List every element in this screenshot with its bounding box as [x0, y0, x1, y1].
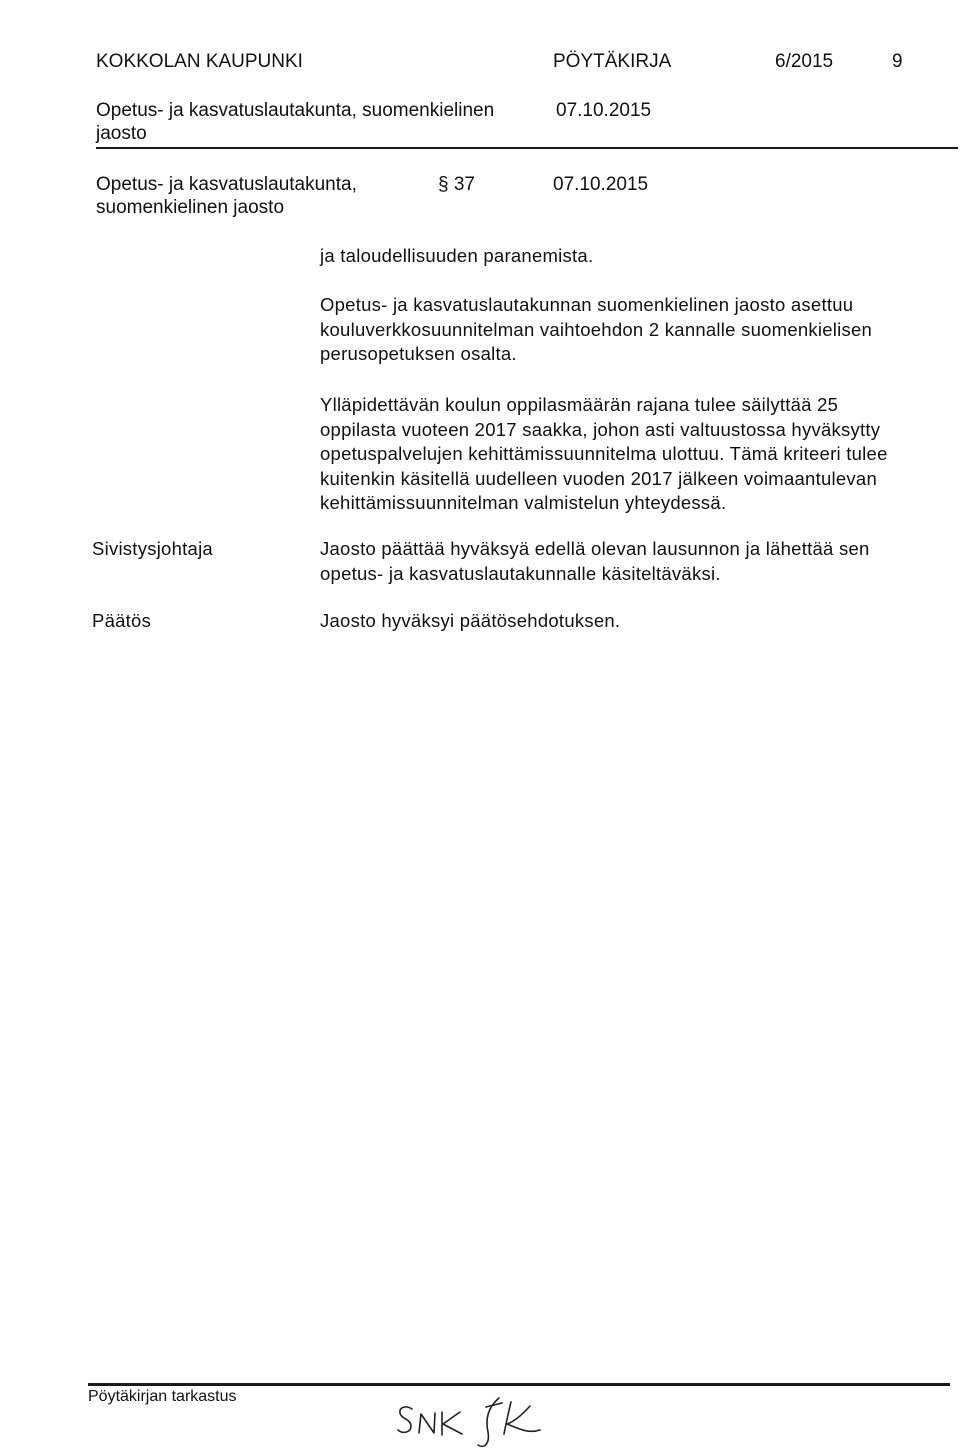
header-body-line2: jaosto — [96, 123, 147, 144]
paragraph-statement — [320, 293, 945, 367]
text-line: Jaosto hyväksyi päätösehdotuksen. — [320, 610, 621, 631]
organization-name: KOKKOLAN KAUPUNKI — [96, 51, 303, 72]
page-number: 9 — [892, 51, 903, 72]
text-line: ja taloudellisuuden paranemista. — [320, 245, 594, 266]
text-line: Ylläpidettävän koulun oppilasmäärän rajana tulee säilyttää 25 — [320, 394, 839, 415]
text-line: oppilasta vuoteen 2017 saakka, johon asti valtuustossa hyväksytty — [320, 418, 881, 440]
proposal-label: Sivistysjohtaja — [92, 538, 213, 559]
meeting-date: 07.10.2015 — [556, 100, 652, 121]
proposal-text — [320, 537, 945, 586]
text-line: opetus- ja kasvatuslautakunnalle käsiteltäväksi. — [320, 562, 721, 584]
header-body-line1: Opetus- ja kasvatuslautakunta, suomenkielinen — [96, 100, 495, 121]
paragraph-number: § 37 — [438, 174, 475, 195]
paragraph-continuation — [320, 244, 945, 269]
section-body-line1: Opetus- ja kasvatuslautakunta, — [96, 174, 357, 195]
decision-label: Päätös — [92, 610, 152, 631]
section-body-line2: suomenkielinen jaosto — [96, 197, 285, 218]
text-line: kouluverkkosuunnitelman vaihtoehdon 2 kannalle suomenkielisen — [320, 318, 873, 340]
review-label: Pöytäkirjan tarkastus — [88, 1388, 237, 1405]
header-divider — [96, 147, 958, 149]
document-type: PÖYTÄKIRJA — [553, 51, 672, 72]
footer-divider — [88, 1383, 950, 1386]
text-line: Jaosto päättää hyväksyä edellä olevan lausunnon ja lähettää sen — [320, 538, 870, 559]
decision-text — [320, 609, 945, 634]
text-line: opetuspalvelujen kehittämissuunnitelma ulottuu. Tämä kriteeri tulee — [320, 443, 888, 464]
section-date: 07.10.2015 — [553, 174, 649, 195]
paragraph-criteria — [320, 393, 945, 516]
text-line: Opetus- ja kasvatuslautakunnan suomenkielinen jaosto asettuu — [320, 294, 854, 315]
reviewer-initials-signature — [380, 1392, 580, 1450]
text-line: kuitenkin käsitellä uudelleen vuoden 2017 jälkeen voimaantulevan — [320, 467, 877, 489]
issue-number: 6/2015 — [775, 51, 834, 72]
text-line: kehittämissuunnitelman valmistelun yhteydessä. — [320, 492, 727, 513]
text-line: perusopetuksen osalta. — [320, 343, 517, 364]
